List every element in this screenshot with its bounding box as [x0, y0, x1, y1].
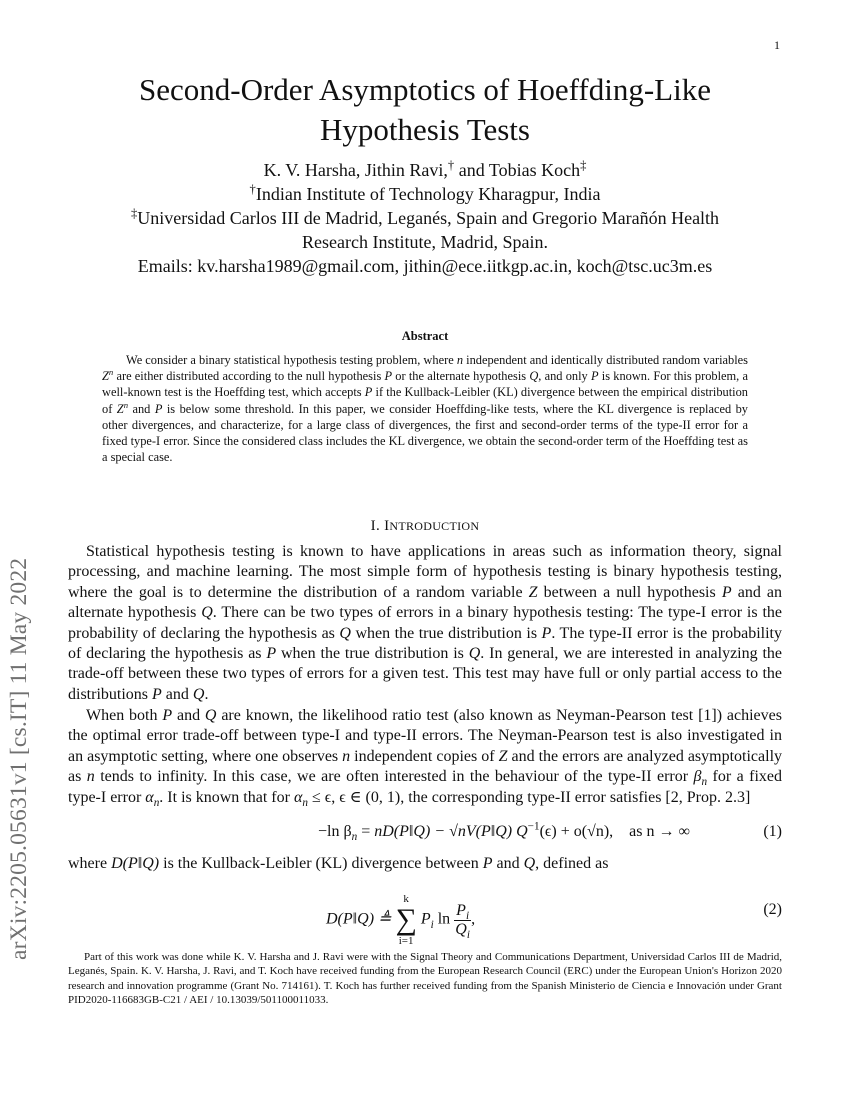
affiliation-2-cont: Research Institute, Madrid, Spain.	[302, 232, 548, 252]
equation-1-body: −ln $\beta_n$ = nD(P‖Q) − √nV(P‖Q) $Q^{-1}(\epsilon) + o(√n)$, as n → ∞	[318, 820, 690, 844]
title-line-1: Second-Order Asymptotics of Hoeffding-Like	[139, 72, 711, 107]
arxiv-identifier: arXiv:2205.05631v1 [cs.IT] 11 May 2022	[6, 557, 32, 960]
section-heading: I. INTRODUCTION	[370, 518, 480, 534]
title-line-2: Hypothesis Tests	[320, 112, 530, 147]
abstract-text: We consider a binary statistical hypothesis testing problem, where n independent and identically distributed random variables $Z^n$ are either distributed according to the null hypothesis P or the alternate hypothesis Q, and only P is known. For this problem, a well-known test is the Hoeffding test, which accepts P if the Kullback-Leibler (KL) divergence between the empirical distribution of $Z^n$ and P is below some threshold. In this paper, we consider Hoeffding-like tests, where the KL divergence is replaced by other divergences, and characterize, for a large class of divergences, the first and second-order terms of the type-II error for a fixed type-I error. Since the considered class includes the KL divergence, we obtain the second-order term of the Hoeffding test as a special case.	[102, 353, 749, 465]
paragraph-2: When both P and Q are known, the likelihood ratio test (also known as Neyman-Pearson test [1]) achieves the optimal error trade-off between type-I and type-II errors. The Neyman-Pearson test is also investigated in an asymptotic setting, where one observes n independent copies of Z and the errors are analyzed asymptotically as n tends to infinity. In this case, we are often interested in the behaviour of the type-II error $\beta_n$ for a fixed type-I error $\alpha_n$. It is known that for $\alpha_n \le \epsilon$, ϵ ∈ (0, 1), the corresponding type-II error satisfies [2, Prop. 2.3]	[68, 707, 783, 809]
equation-2-body: D(P‖Q) ≜ k ∑ i=1 $P_i$ ln $\frac{P_i}{Q_i}$ ,	[326, 893, 476, 947]
author-block	[0, 158, 850, 278]
equation-1-number: (1)	[763, 823, 782, 840]
equation-2	[68, 882, 782, 947]
paragraph-1: Statistical hypothesis testing is known to have applications in areas such as information theory, signal processing, and machine learning. The most simple form of hypothesis testing is binary hypothesis testing, where the goal is to determine the distribution of a random variable Z between a null hypothesis P and an alternate hypothesis Q. There can be two types of errors in a binary hypothesis testing: The type-I error is the probability of declaring the hypothesis as Q when the true distribution is P. The type-II error is the probability of declaring the hypothesis as P when the true distribution is Q. In general, we are interested in analyzing the trade-off between these two types of errors for a given test. This test may have full or only partial access to the distributions P and Q.	[68, 543, 783, 703]
summation-symbol: k ∑ i=1	[395, 893, 417, 947]
affiliation-2: ‡Universidad Carlos III de Madrid, Leganés, Spain and Gregorio Marañón Health	[130, 206, 720, 228]
footnote: Part of this work was done while K. V. Harsha and J. Ravi were with the Signal Theory and Communications Department, Universidad Carlos III de Madrid, Leganés, Spain. K. V. Harsha, J. Ravi, and T. Koch have received funding from the European Research Council (ERC) under the European Union's Horizon 2020 research and innovation programme (Grant No. 714161). T. Koch has further received funding from the Spanish Ministerio de Ciencia e Innovación under Grant PID2020-116683GB-C21 / AEI / 10.13039/501100011033.	[68, 951, 782, 1006]
affiliation-1: †Indian Institute of Technology Kharagpur, India	[249, 182, 601, 204]
fraction: $\frac{P_i}{Q_i}$	[455, 901, 470, 941]
paper-title	[0, 70, 850, 150]
abstract-heading: Abstract	[401, 329, 449, 343]
author-emails: Emails: kv.harsha1989@gmail.com, jithin@ece.iitkgp.ac.in, koch@tsc.uc3m.es	[137, 256, 713, 276]
equation-1	[68, 820, 782, 847]
author-names: K. V. Harsha, Jithin Ravi,† and Tobias Koch‡	[263, 158, 587, 180]
page-number: 1	[774, 38, 780, 52]
where-line: where D(P‖Q) is the Kullback-Leibler (KL) divergence between P and Q, defined as	[68, 855, 609, 872]
equation-2-number: (2)	[763, 901, 782, 918]
